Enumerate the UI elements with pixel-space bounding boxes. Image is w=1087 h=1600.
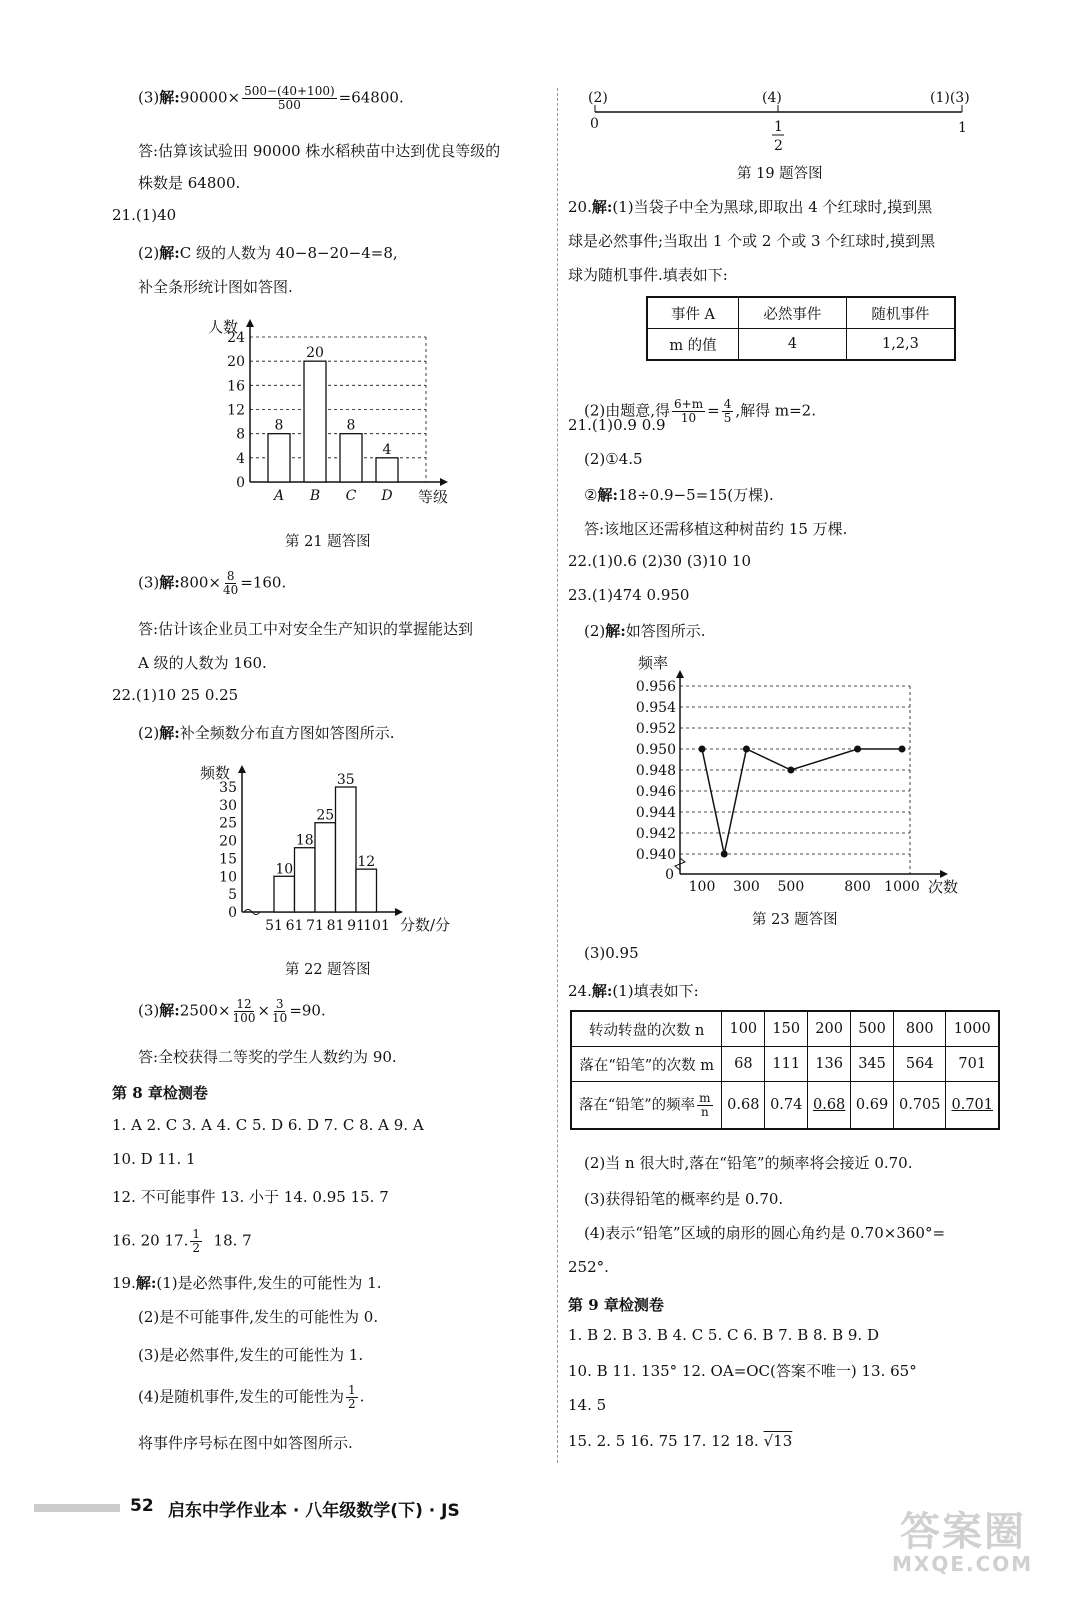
answers-row-3: 12. 不可能事件 13. 小于 14. 0.95 15. 7 <box>112 1188 389 1206</box>
table-cell: 4 <box>739 329 847 361</box>
table-cell: 随机事件 <box>846 297 955 329</box>
table-cell: 0.69 <box>851 1082 894 1130</box>
y-axis-arrow <box>238 765 246 773</box>
q22-3-fraction-2 <box>272 998 287 1025</box>
table-24-row-freq <box>571 1082 999 1130</box>
y-tick-label: 0 <box>665 867 674 883</box>
footer-bar <box>34 1504 120 1512</box>
r-q21-1: 21.(1)0.9 0.9 <box>568 416 666 434</box>
x-axis-label: 分数/分 <box>400 916 451 934</box>
y-tick-label: 0.944 <box>635 805 676 821</box>
ch9-answers-row-1: 1. B 2. B 3. B 4. C 5. C 6. B 7. B 8. B 9. D <box>568 1326 879 1344</box>
bar-value-label: 18 <box>295 832 314 849</box>
y-tick-label: 0.946 <box>635 784 676 800</box>
x-tick-label: 500 <box>777 879 805 895</box>
q24-num: 24. <box>568 982 592 1000</box>
l1-result: =64800. <box>338 88 404 107</box>
r-q21-3-jie: 解: <box>597 486 618 504</box>
nl-tick-half-num: 1 <box>774 119 783 135</box>
data-point <box>787 767 794 774</box>
q20-jie: 解: <box>591 198 613 216</box>
q21-6: A 级的人数为 160. <box>138 654 267 672</box>
q22-3-times: × <box>257 1001 271 1020</box>
bar <box>340 434 362 482</box>
q19-4-text: (4)是随机事件,发生的可能性为 <box>138 1387 345 1406</box>
table-cell: 必然事件 <box>739 297 847 329</box>
table-20 <box>646 296 956 361</box>
q22-2-jie: 解: <box>159 724 180 742</box>
ch9-answers-row-3: 14. 5 <box>568 1396 607 1414</box>
table-cell: 500 <box>851 1011 894 1047</box>
table-cell: 564 <box>894 1047 946 1082</box>
freq-fraction <box>697 1092 712 1119</box>
x-tick-label: 91 <box>347 918 365 934</box>
column-divider <box>557 88 558 1463</box>
x-tick-label: 300 <box>733 879 760 895</box>
q23-2-text: 如答图所示. <box>625 622 706 640</box>
table-24-header-row <box>571 1011 999 1047</box>
x-tick-label: 800 <box>844 879 871 895</box>
x-tick-label: 81 <box>326 918 345 934</box>
caption-21: 第 21 题答图 <box>285 534 371 550</box>
y-tick-label: 0.956 <box>635 679 676 695</box>
freq-den: n <box>700 1104 709 1119</box>
a4-tail: 18. 7 <box>213 1231 252 1250</box>
q19-jie: 解: <box>135 1274 157 1292</box>
q24-4: (4)表示“铅笔”区域的扇形的圆心角约是 0.70×360°= <box>584 1224 946 1242</box>
page-number: 52 <box>130 1496 154 1516</box>
bar-value-label: 10 <box>275 861 294 878</box>
freq-label: 落在“铅笔”的频率 <box>578 1097 696 1113</box>
caption-19: 第 19 题答图 <box>737 166 823 182</box>
bar-chart-21 <box>200 312 470 512</box>
nl-label-4: (4) <box>762 90 782 106</box>
histogram-bar <box>356 869 377 912</box>
q20-4-den1: 10 <box>680 411 697 425</box>
q19-1-text: (1)是必然事件,发生的可能性为 1. <box>156 1274 382 1292</box>
table-cell: 111 <box>765 1047 808 1082</box>
r-q22: 22.(1)0.6 (2)30 (3)10 10 <box>568 552 752 570</box>
data-point <box>854 746 861 753</box>
table-cell: 转动转盘的次数 n <box>571 1011 722 1047</box>
q19-5: 将事件序号标在图中如答图所示. <box>138 1434 353 1452</box>
y-tick-label: 0.948 <box>635 763 676 779</box>
q22-2-prefix: (2) <box>138 724 160 742</box>
q21-4-jie: 解: <box>159 573 180 592</box>
y-axis-arrow <box>246 319 254 327</box>
data-point <box>743 746 750 753</box>
l1-denominator: 500 <box>277 98 301 112</box>
q24-1 <box>568 980 699 1001</box>
answers-row-4 <box>112 1228 252 1255</box>
q22-4: 答:全校获得二等奖的学生人数约为 90. <box>138 1048 397 1066</box>
histogram-bar <box>295 848 316 912</box>
q19-2: (2)是不可能事件,发生的可能性为 0. <box>138 1308 379 1326</box>
caption-23: 第 23 题答图 <box>752 912 838 928</box>
q22-3-den2: 10 <box>272 1011 288 1025</box>
q20-3: 球为随机事件.填表如下: <box>568 266 728 284</box>
y-tick-label: 0 <box>228 905 237 921</box>
q20-2: 球是必然事件;当取出 1 个或 2 个或 3 个红球时,摸到黑 <box>568 232 936 250</box>
x-tick-label: 71 <box>306 918 324 934</box>
q24-2: (2)当 n 很大时,落在“铅笔”的频率将会接近 0.70. <box>584 1154 913 1172</box>
y-tick-label: 0.942 <box>635 826 676 842</box>
q22-3-num1: 12 <box>236 997 252 1011</box>
data-point <box>721 851 728 858</box>
x-tick-label: B <box>309 488 321 504</box>
watermark-logo: 答案圈 <box>900 1509 1026 1555</box>
l1-prefix: (3) <box>138 88 160 107</box>
bar <box>376 458 398 482</box>
y-axis-label: 人数 <box>208 318 239 336</box>
x-tick-label: 101 <box>363 918 390 934</box>
q21-4-expr: 800× <box>179 573 221 592</box>
x-axis-arrow <box>940 870 948 878</box>
ch9-answers-row-4 <box>568 1432 792 1450</box>
q20-1 <box>568 196 932 217</box>
q22-3-prefix: (3) <box>138 1001 160 1020</box>
y-tick-label: 4 <box>236 450 245 467</box>
series-line <box>702 749 902 854</box>
l1-numerator: 500−(40+100) <box>244 84 335 98</box>
y-tick-label: 24 <box>227 330 245 346</box>
bar <box>304 361 326 482</box>
q24-1-text: (1)填表如下: <box>612 982 699 1000</box>
table-cell: 0.705 <box>894 1082 946 1130</box>
l2-text: 答:估算该试验田 90000 株水稻秧苗中达到优良等级的 <box>138 142 501 160</box>
histogram-bar <box>274 876 295 912</box>
r-q21-4: 答:该地区还需移植这种树苗约 15 万棵. <box>584 520 848 538</box>
q20-4-equals: = <box>707 401 720 420</box>
q21-3: 补全条形统计图如答图. <box>138 278 293 296</box>
l1-fraction <box>242 85 337 112</box>
y-tick-label: 20 <box>219 833 237 850</box>
watermark-url: MXQE.COM <box>892 1552 1034 1576</box>
table-cell: 345 <box>851 1047 894 1082</box>
x-axis-arrow <box>440 478 448 486</box>
sqrt13: √13 <box>763 1432 793 1450</box>
q21-2 <box>138 242 398 263</box>
x-tick-label: 51 <box>265 918 283 934</box>
q21-4-den: 40 <box>223 583 239 597</box>
y-axis-label: 频数 <box>200 764 231 782</box>
l1-jie: 解: <box>159 88 180 107</box>
q22-3-jie: 解: <box>159 1001 180 1020</box>
table-20-row <box>647 297 955 329</box>
q19-4-num: 1 <box>348 1383 356 1397</box>
y-tick-label: 5 <box>228 887 237 904</box>
bar-value-label: 35 <box>336 772 355 788</box>
x-tick-label: 1000 <box>884 879 920 895</box>
y-tick-label: 16 <box>227 378 245 395</box>
y-tick-label: 8 <box>236 426 245 443</box>
y-tick-label: 0.954 <box>635 700 676 716</box>
q23-3: (3)0.95 <box>584 944 639 962</box>
q22-1: 22.(1)10 25 0.25 <box>112 686 239 704</box>
q20-4-den2: 5 <box>723 411 732 425</box>
a4-prefix: 16. 20 17. <box>112 1231 189 1250</box>
ch9-answers-row-2: 10. B 11. 135° 12. OA=OC(答案不唯一) 13. 65° <box>568 1362 917 1380</box>
y-tick-label: 25 <box>219 815 237 832</box>
x-axis-label: 次数 <box>928 878 959 896</box>
table-cell: 事件 A <box>647 297 739 329</box>
bar-value-label: 25 <box>316 807 335 824</box>
q19-num: 19. <box>112 1274 136 1292</box>
bar-value-label: 4 <box>382 441 392 458</box>
q21-4-result: =160. <box>240 573 287 592</box>
y-tick-label: 30 <box>219 797 237 814</box>
table-24 <box>570 1010 1000 1130</box>
table-cell: 0.68 <box>722 1082 765 1130</box>
footer-title: 启东中学作业本 · 八年级数学(下) · JS <box>168 1501 460 1521</box>
q21-2-text: C 级的人数为 40−8−20−4=8, <box>179 244 398 262</box>
data-point <box>699 746 706 753</box>
q19-3: (3)是必然事件,发生的可能性为 1. <box>138 1346 364 1364</box>
q21-2-prefix: (2) <box>138 244 160 262</box>
y-tick-label: 12 <box>227 402 245 419</box>
q21-4-fraction <box>223 570 238 597</box>
q23-1: 23.(1)474 0.950 <box>568 586 690 604</box>
table-cell <box>571 1082 722 1130</box>
q19-4 <box>138 1384 364 1411</box>
x-tick-label: C <box>345 488 357 504</box>
y-tick-label: 20 <box>227 354 245 371</box>
table-cell: 150 <box>765 1011 808 1047</box>
q21-4-prefix: (3) <box>138 573 160 592</box>
nl-tick-1: 1 <box>958 120 967 136</box>
q22-3-den1: 100 <box>232 1011 256 1025</box>
q23-2-jie: 解: <box>605 622 626 640</box>
b4-text: 15. 2. 5 16. 75 17. 12 18. <box>568 1432 759 1450</box>
r-q21-2: (2)①4.5 <box>584 450 643 468</box>
table-cell: 0.68 <box>808 1082 851 1130</box>
y-tick-label: 35 <box>219 780 237 796</box>
q24-jie: 解: <box>591 982 613 1000</box>
a4-fraction <box>190 1228 202 1255</box>
q20-1-text: (1)当袋子中全为黑球,即取出 4 个红球时,摸到黑 <box>612 198 933 216</box>
table-cell: 68 <box>722 1047 765 1082</box>
y-tick-label: 0.952 <box>635 721 676 737</box>
data-point <box>899 746 906 753</box>
x-tick-label: 61 <box>285 918 304 934</box>
q19-4-fraction <box>346 1384 358 1411</box>
histogram-bar <box>315 823 336 912</box>
q20-4-fraction-2 <box>722 398 734 425</box>
q24-3: (3)获得铅笔的概率约是 0.70. <box>584 1190 784 1208</box>
answers-row-2: 10. D 11. 1 <box>112 1150 196 1168</box>
nl-tick-0: 0 <box>590 116 599 132</box>
freq-num: m <box>699 1090 711 1105</box>
table-cell: 136 <box>808 1047 851 1082</box>
x-tick-label: 100 <box>688 879 716 895</box>
caption-22: 第 22 题答图 <box>285 962 371 978</box>
table-cell: m 的值 <box>647 329 739 361</box>
table-24-row-m <box>571 1047 999 1082</box>
table-20-row <box>647 329 955 361</box>
q20-num: 20. <box>568 198 592 216</box>
q22-3-expr: 2500× <box>179 1001 231 1020</box>
y-tick-label: 0.940 <box>635 847 676 863</box>
table-cell: 200 <box>808 1011 851 1047</box>
a4-den: 2 <box>192 1241 200 1255</box>
table-cell: 1000 <box>946 1011 999 1047</box>
histogram-22 <box>200 762 470 940</box>
table-cell: 100 <box>722 1011 765 1047</box>
bar-value-label: 8 <box>274 417 284 434</box>
bar <box>268 434 290 482</box>
table-cell: 701 <box>946 1047 999 1082</box>
q22-3-result: =90. <box>289 1001 326 1020</box>
q20-4-result: ,解得 m=2. <box>735 401 816 420</box>
table-cell: 落在“铅笔”的次数 m <box>571 1047 722 1082</box>
q23-2-prefix: (2) <box>584 622 606 640</box>
q22-3-fraction-1 <box>233 998 256 1025</box>
y-tick-label: 15 <box>219 851 237 868</box>
answers-row-1: 1. A 2. C 3. A 4. C 5. D 6. D 7. C 8. A 9. A <box>112 1116 424 1134</box>
x-tick-label: A <box>273 488 285 504</box>
q24-5: 252°. <box>568 1258 609 1276</box>
y-tick-label: 0 <box>236 475 245 491</box>
r-q21-3-text: 18÷0.9−5=15(万棵). <box>618 486 774 504</box>
r-q21-3 <box>584 484 774 505</box>
table-cell: 800 <box>894 1011 946 1047</box>
l1-line <box>138 85 404 112</box>
a4-num: 1 <box>192 1227 200 1241</box>
line-chart-23 <box>610 648 980 900</box>
chapter-9-heading: 第 9 章检测卷 <box>568 1296 664 1314</box>
q19-1 <box>112 1272 382 1293</box>
y-axis-label: 频率 <box>638 654 669 672</box>
q22-3 <box>138 998 326 1025</box>
chapter-8-heading: 第 8 章检测卷 <box>112 1084 208 1102</box>
q22-2-text: 补全频数分布直方图如答图所示. <box>179 724 395 742</box>
y-tick-label: 0.950 <box>635 742 676 758</box>
q20-4-num2: 4 <box>723 397 732 411</box>
r-q21-3-prefix: ② <box>584 486 598 504</box>
table-cell: 1,2,3 <box>846 329 955 361</box>
q22-2 <box>138 722 395 743</box>
nl-tick-half-den: 2 <box>774 138 783 154</box>
l1-expr: 90000× <box>179 88 241 107</box>
bar-value-label: 8 <box>346 417 356 434</box>
x-tick-label: D <box>381 488 393 504</box>
q22-3-num2: 3 <box>275 997 284 1011</box>
q20-4-num1: 6+m <box>674 397 704 411</box>
histogram-bar <box>336 787 357 912</box>
q21-2-jie: 解: <box>159 244 180 262</box>
table-cell: 0.701 <box>946 1082 999 1130</box>
table-cell: 0.74 <box>765 1082 808 1130</box>
q21-4 <box>138 570 286 597</box>
l3-text: 株数是 64800. <box>138 174 241 192</box>
nl-label-2: (2) <box>588 90 608 106</box>
q19-4-den: 2 <box>348 1397 356 1411</box>
y-tick-label: 10 <box>219 869 237 886</box>
q19-4-period: . <box>359 1387 365 1406</box>
bar-value-label: 20 <box>306 345 324 362</box>
q21-1: 21.(1)40 <box>112 206 177 224</box>
q21-4-num: 8 <box>226 569 235 583</box>
q20-4-fraction-1 <box>672 398 705 425</box>
x-axis-label: 等级 <box>418 488 449 506</box>
nl-label-1-3: (1)(3) <box>930 90 970 106</box>
x-axis-arrow <box>395 908 403 916</box>
q20-4-text: (2)由题意,得 <box>584 401 671 420</box>
bar-value-label: 12 <box>357 854 376 871</box>
q21-5: 答:估计该企业员工中对安全生产知识的掌握能达到 <box>138 620 474 638</box>
y-axis-arrow <box>676 670 684 678</box>
q23-2 <box>584 620 706 641</box>
number-line-19 <box>580 86 1000 156</box>
